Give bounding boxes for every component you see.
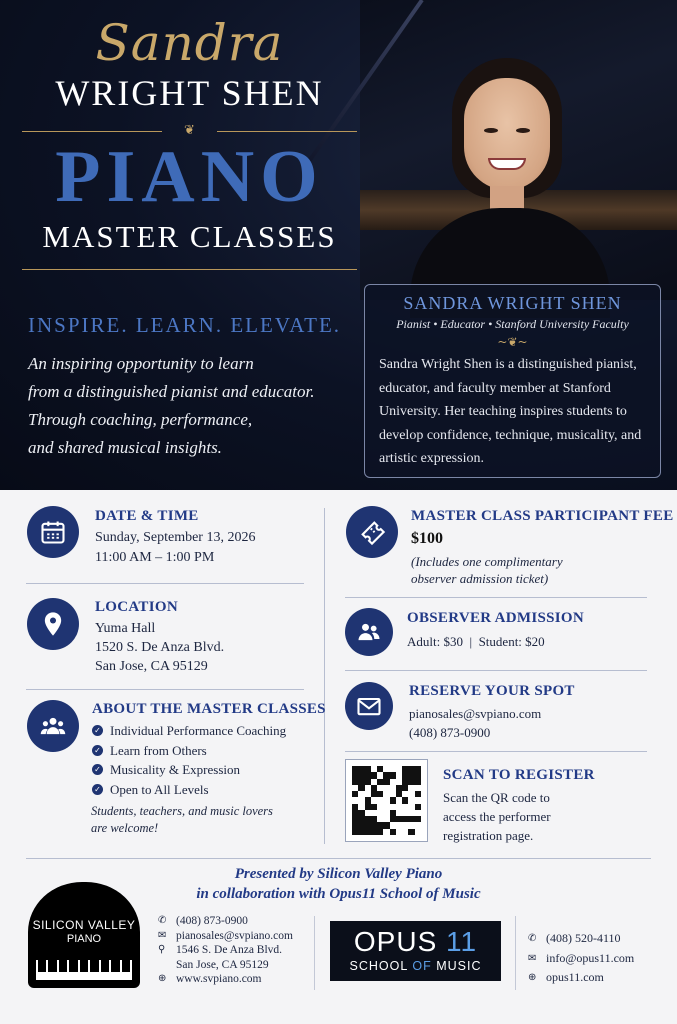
phone-icon: ✆ [158, 915, 167, 926]
footer-separator [314, 916, 315, 990]
gold-divider [22, 269, 357, 270]
globe-icon: ⊕ [528, 972, 537, 983]
reserve-phone[interactable]: (408) 873-0900 [409, 725, 491, 740]
scan-title: SCAN TO REGISTER [443, 767, 595, 783]
envelope-icon [345, 682, 393, 730]
reserve-title: RESERVE YOUR SPOT [409, 683, 575, 699]
location-venue: Yuma Hall [95, 621, 156, 636]
footer-divider [26, 858, 651, 859]
ornament-icon: ~❦~ [497, 335, 528, 349]
email-icon: ✉ [528, 952, 537, 964]
location-street: 1520 S. De Anza Blvd. [95, 640, 225, 655]
location-city: San Jose, CA 95129 [95, 659, 208, 674]
list-item: ✓ Musicality & Expression [92, 760, 286, 780]
map-pin-icon: ⚲ [158, 944, 166, 955]
list-item: ✓ Learn from Others [92, 741, 286, 761]
observers-icon [345, 608, 393, 656]
about-list [92, 721, 286, 799]
event-date: Sunday, September 13, 2026 [95, 530, 256, 545]
observer-prices: Adult: $30 | Student: $20 [407, 634, 545, 649]
surname: WRIGHT SHEN [55, 73, 324, 113]
gold-ornament-divider: ❦ [22, 124, 357, 138]
tagline: INSPIRE. LEARN. ELEVATE. [28, 313, 342, 337]
svp-contact: ✆ (408) 873-0900 ✉ pianosales@svpiano.com ⚲ 1546 S. De Anza Blvd. San Jose, CA 95129 ⊕ www.svpiano.com [158, 915, 293, 985]
fee-amount: $100 [411, 530, 443, 547]
silicon-valley-piano-logo: SILICON VALLEY PIANO [28, 882, 140, 988]
fee-title: MASTER CLASS PARTICIPANT FEE [411, 508, 674, 524]
portrait-photo [400, 50, 640, 290]
opus-contact: ✆ (408) 520-4110 ✉ info@opus11.com ⊕ opus11.com [528, 929, 634, 988]
piano-heading: PIANO [55, 136, 324, 218]
globe-icon: ⊕ [158, 973, 167, 984]
event-time: 11:00 AM – 1:00 PM [95, 550, 215, 565]
hero-banner [0, 0, 677, 490]
reserve-email[interactable]: pianosales@svpiano.com [409, 706, 542, 721]
intro-text: An inspiring opportunity to learn from a distinguished pianist and educator. Through coaching, performance, and shared musical insights. [28, 354, 315, 457]
first-name: Sandra [95, 14, 284, 72]
presented-by: Presented by Silicon Valley Piano in collaboration with Opus11 School of Music [196, 866, 481, 902]
bio-name: SANDRA WRIGHT SHEN [403, 293, 622, 313]
column-divider [324, 508, 325, 844]
fee-note: (Includes one complimentary observer admission ticket) [411, 554, 563, 586]
bio-card [364, 284, 661, 478]
master-classes-heading: MASTER CLASSES [42, 218, 337, 254]
info-section [0, 490, 677, 860]
list-item: ✓ Open to All Levels [92, 780, 286, 800]
bio-roles: Pianist • Educator • Stanford University Faculty [396, 317, 629, 331]
calendar-icon [27, 506, 79, 558]
section-divider [26, 583, 304, 584]
ticket-icon [346, 506, 398, 558]
bio-text: Sandra Wright Shen is a distinguished pianist, educator, and faculty member at Stanford University. Her teaching inspires students to develop confidence, technique, musicality, and artistic expression. [379, 357, 642, 466]
observer-title: OBSERVER ADMISSION [407, 610, 584, 626]
list-item: ✓ Individual Performance Coaching [92, 721, 286, 741]
piano-keys-icon [36, 960, 132, 980]
scan-text: Scan the QR code to access the performer registration page. [443, 790, 551, 843]
group-people-icon [27, 700, 79, 752]
location-pin-icon [27, 598, 79, 650]
location-title: LOCATION [95, 599, 178, 615]
qr-code[interactable] [345, 759, 428, 842]
date-time-title: DATE & TIME [95, 508, 199, 524]
section-divider [345, 597, 647, 598]
section-divider [26, 689, 304, 690]
section-divider [345, 670, 647, 671]
welcome-note: Students, teachers, and music lovers are welcome! [91, 804, 273, 835]
title-block [22, 14, 357, 270]
phone-icon: ✆ [528, 933, 537, 944]
about-title: ABOUT THE MASTER CLASSES [92, 701, 326, 717]
opus11-logo: OPUS 11 SCHOOL OF MUSIC [330, 921, 501, 981]
footer-separator [515, 916, 516, 990]
email-icon: ✉ [158, 929, 167, 941]
section-divider [345, 751, 647, 752]
